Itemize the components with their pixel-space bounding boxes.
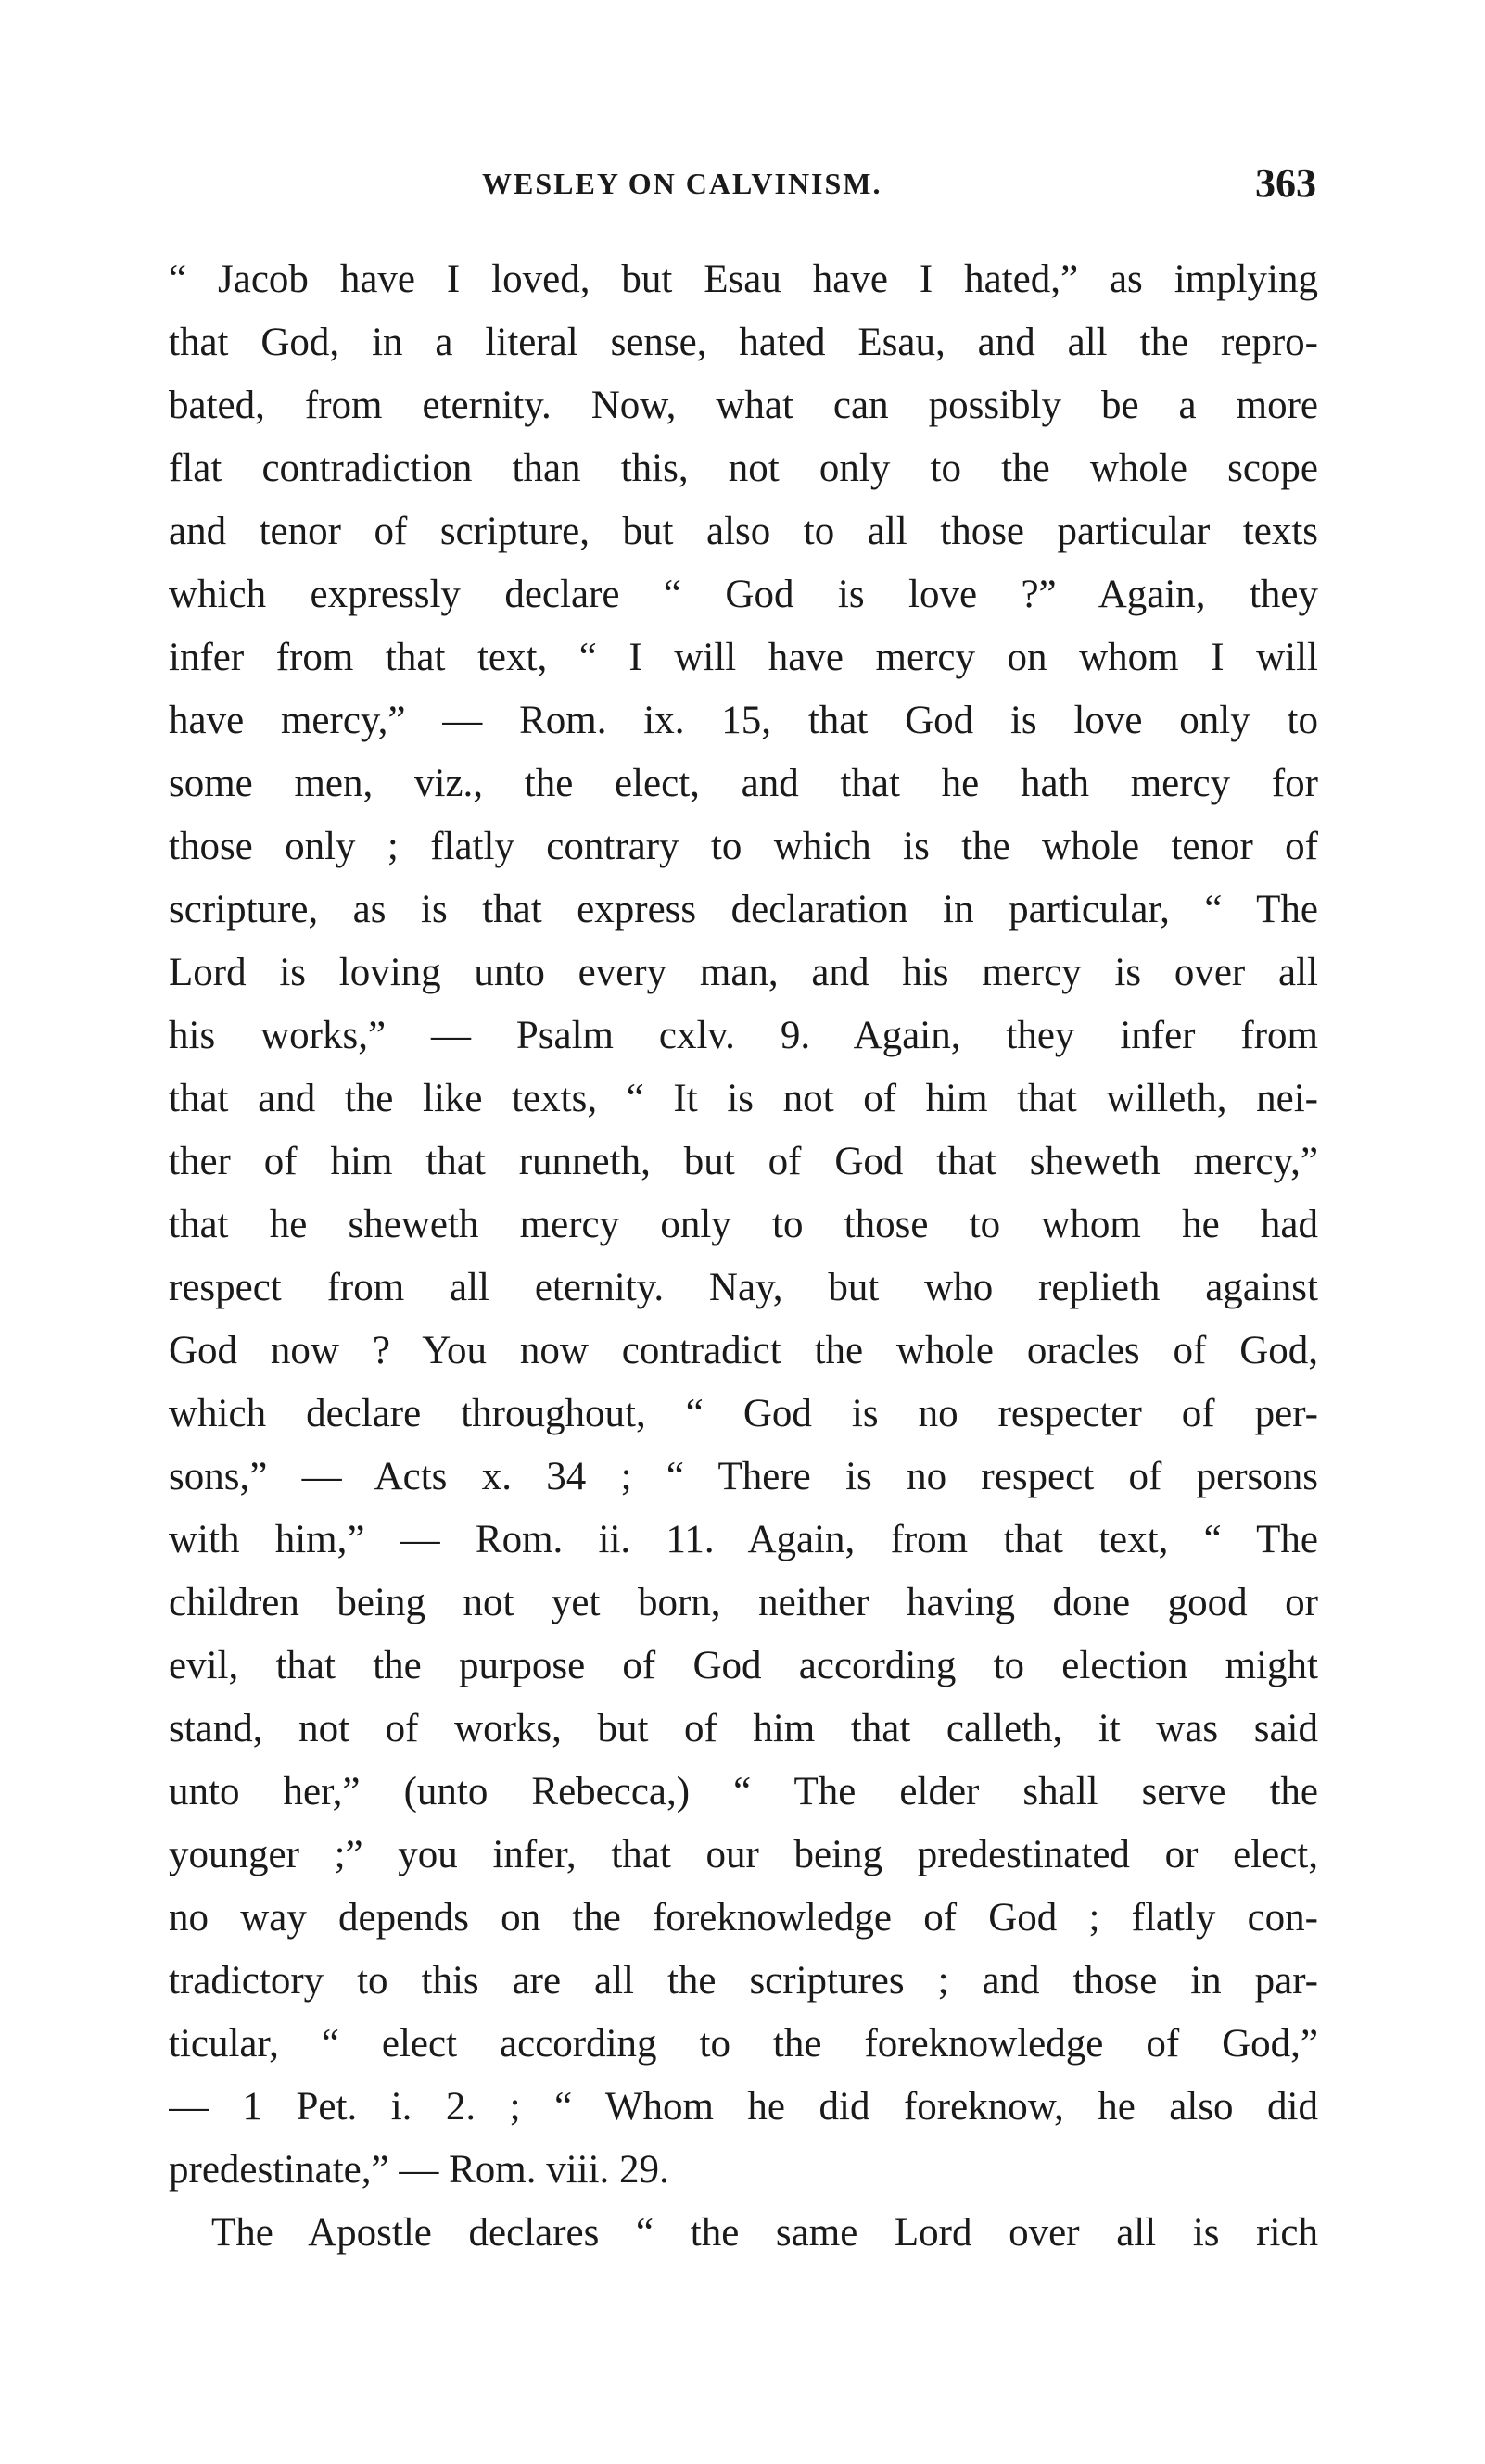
text-line: some men, viz., the elect, and that he hath mercy for	[169, 762, 1318, 805]
text-line: flat contradiction than this, not only to the whole scope	[169, 447, 1318, 490]
body-text	[169, 248, 1318, 2265]
running-head	[167, 159, 1316, 215]
text-line: which declare throughout, “ God is no respecter of per-	[169, 1392, 1318, 1435]
text-line: ther of him that runneth, but of God that sheweth mercy,”	[169, 1140, 1318, 1183]
text-line: that God, in a literal sense, hated Esau, and all the repro-	[169, 321, 1318, 364]
text-line: his works,” — Psalm cxlv. 9. Again, they infer from	[169, 1014, 1318, 1057]
text-line: younger ;” you infer, that our being predestinated or elect,	[169, 1833, 1318, 1876]
text-line: Lord is loving unto every man, and his mercy is over all	[169, 951, 1318, 994]
text-line: infer from that text, “ I will have mercy on whom I will	[169, 636, 1318, 679]
text-line: predestinate,” — Rom. viii. 29.	[169, 2148, 669, 2192]
text-line: “ Jacob have I loved, but Esau have I hated,” as implying	[169, 258, 1318, 301]
text-line: respect from all eternity. Nay, but who replieth against	[169, 1266, 1318, 1309]
text-line: and tenor of scripture, but also to all those particular texts	[169, 510, 1318, 553]
text-line: stand, not of works, but of him that calleth, it was said	[169, 1707, 1318, 1750]
text-line: no way depends on the foreknowledge of God ; flatly con-	[169, 1896, 1318, 1940]
text-line: children being not yet born, neither having done good or	[169, 1581, 1318, 1624]
text-line: with him,” — Rom. ii. 11. Again, from that text, “ The	[169, 1518, 1318, 1561]
text-line: sons,” — Acts x. 34 ; “ There is no respect of persons	[169, 1455, 1318, 1498]
text-line: have mercy,” — Rom. ix. 15, that God is love only to	[169, 699, 1318, 742]
text-line: God now ? You now contradict the whole oracles of God,	[169, 1329, 1318, 1372]
text-line: those only ; flatly contrary to which is the whole tenor of	[169, 825, 1318, 868]
text-line: bated, from eternity. Now, what can possibly be a more	[169, 384, 1318, 427]
text-line: ticular, “ elect according to the foreknowledge of God,”	[169, 2022, 1318, 2066]
text-line: which expressly declare “ God is love ?” Again, they	[169, 573, 1318, 616]
text-line: scripture, as is that express declaration in particular, “ The	[169, 888, 1318, 931]
text-line: evil, that the purpose of God according to election might	[169, 1644, 1318, 1687]
text-line: that he sheweth mercy only to those to whom he had	[169, 1203, 1318, 1246]
text-line: The Apostle declares “ the same Lord over all is rich	[211, 2211, 1318, 2255]
text-line: unto her,” (unto Rebecca,) “ The elder shall serve the	[169, 1770, 1318, 1813]
text-line: — 1 Pet. i. 2. ; “ Whom he did foreknow, he also did	[169, 2085, 1318, 2129]
page-number: 363	[1255, 160, 1316, 206]
running-title: WESLEY ON CALVINISM.	[482, 167, 882, 200]
text-line: tradictory to this are all the scriptures ; and those in par-	[169, 1959, 1318, 2003]
text-line: that and the like texts, “ It is not of him that willeth, nei-	[169, 1077, 1318, 1120]
